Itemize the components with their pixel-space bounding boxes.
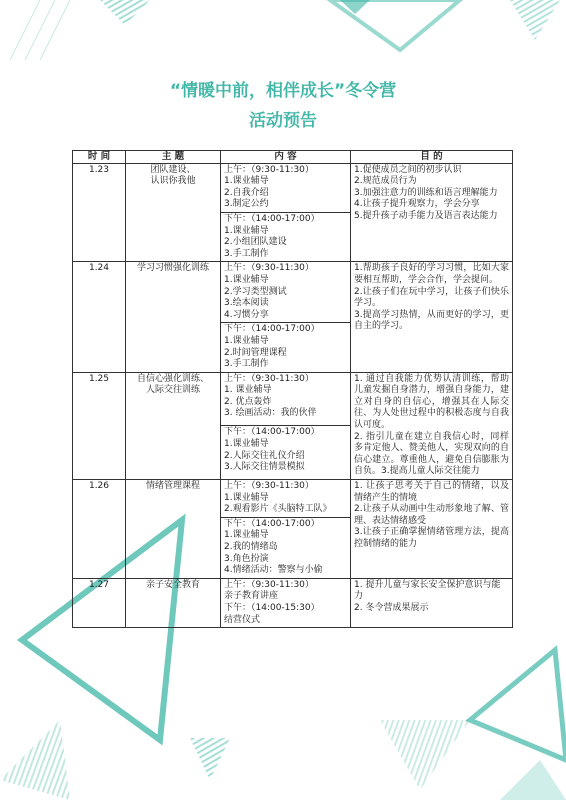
session-time: 上午：（9:30-11:30）	[224, 579, 314, 590]
goal-item: 2.让孩子从动画中生动形象地了解、管理、表达情绪感受	[354, 504, 509, 526]
goal-item: 2.规范成员行为	[354, 176, 417, 187]
session-item: 3. 绘画活动：我的伙伴	[224, 408, 317, 419]
session-item: 4.情绪活动：警察与小偷	[224, 565, 323, 576]
top-right-triangle	[340, 0, 370, 14]
row-theme: 情绪管理课程	[126, 480, 221, 579]
afternoon-session	[221, 323, 351, 372]
bottom-center-striped	[190, 738, 230, 780]
bottom-right-outline-triangle	[470, 650, 566, 760]
row-goal	[351, 578, 513, 627]
top-left-lines	[10, 0, 70, 60]
header-content: 内 容	[221, 151, 351, 164]
row-date: 1.26	[73, 480, 126, 579]
session-item: 3.绘本阅读	[224, 298, 269, 309]
session-item: 结营仪式	[224, 614, 261, 625]
schedule-table	[72, 150, 513, 628]
header-theme: 主 题	[126, 151, 221, 164]
session-item: 1.课业辅导	[224, 274, 269, 285]
table-row	[73, 480, 513, 518]
session-time: 下午：（14:00-17:00）	[224, 213, 320, 224]
session-item: 1.课业辅导	[224, 530, 269, 541]
session-time: 下午：（14:00-17:00）	[224, 518, 320, 529]
goal-item: 1. 通过自我能力优势认清训练，帮助儿童发掘自身潜力，增强自身能力，建立对自身的自信心，增强其在人际交往、为人处世过程中的积极态度与自我认可度。	[354, 373, 509, 431]
session-time: 上午：（9:30-11:30）	[224, 481, 314, 492]
goal-item: 1.帮助孩子良好的学习习惯，比如大家要相互帮助，学会合作，学会提问。	[354, 263, 509, 285]
session-time: 上午：（9:30-11:30）	[224, 164, 314, 175]
session-item: 3.制定公约	[224, 199, 269, 210]
table-row	[73, 578, 513, 627]
session-item: 2.学习类型测试	[224, 286, 287, 297]
morning-session	[221, 480, 351, 518]
session-time: 上午：（9:30-11:30）	[224, 263, 314, 274]
session-item: 4.习惯分享	[224, 309, 269, 320]
theme-line: 人际交往训练	[145, 385, 200, 396]
theme-line: 团队建设、	[150, 164, 196, 175]
goal-item: 1. 提升儿童与家长安全保护意识与能力	[354, 579, 501, 602]
row-theme: 亲子安全教育	[126, 578, 221, 627]
row-date: 1.27	[73, 578, 126, 627]
table-row	[73, 163, 513, 212]
session-item: 3.人际交往情景模拟	[224, 462, 305, 473]
row-goal	[351, 262, 513, 372]
page-subtitle: 活动预告	[249, 111, 317, 131]
row-theme	[126, 372, 221, 479]
row-date: 1.25	[73, 372, 126, 479]
session-item: 2.观看影片《头脑特工队》	[224, 504, 332, 515]
goal-item: 3.让孩子正确掌握情绪管理方法，提高控制情绪的能力	[354, 527, 509, 549]
goal-item: 3.提高学习热情，从而更好的学习，更自主的学习。	[354, 309, 509, 332]
session-item: 1.课业辅导	[224, 225, 269, 236]
table-header-row	[73, 151, 513, 164]
row-goal	[351, 372, 513, 479]
table-row	[73, 262, 513, 323]
bottom-left-striped	[0, 720, 70, 800]
session-item: 1.课业辅导	[224, 176, 269, 187]
afternoon-session	[221, 212, 351, 261]
session-item: 2.小组团队建设	[224, 237, 287, 248]
full-day-session	[221, 578, 351, 627]
row-goal	[351, 163, 513, 262]
row-date: 1.24	[73, 262, 126, 372]
session-item: 3.角色扮演	[224, 553, 269, 564]
morning-session	[221, 163, 351, 212]
top-striped-triangle	[100, 0, 150, 25]
top-outline-triangle	[330, 0, 460, 50]
session-time: 下午：（14:00-15:30）	[224, 602, 320, 613]
session-time: 下午：（14:00-17:00）	[224, 324, 320, 335]
goal-item: 3.加强注意力的训练和语言理解能力	[354, 187, 498, 198]
morning-session	[221, 262, 351, 323]
theme-line: 自信心强化训练、	[136, 373, 209, 384]
session-time: 上午：（9:30-11:30）	[224, 373, 314, 384]
row-goal	[351, 480, 513, 579]
top-right-striped	[510, 0, 560, 40]
bottom-right-solid	[500, 760, 566, 800]
row-date: 1.23	[73, 163, 126, 262]
session-item: 2.时间管理课程	[224, 347, 287, 358]
session-item: 1.课业辅导	[224, 492, 269, 503]
goal-item: 2. 冬令营成果展示	[354, 602, 429, 613]
session-item: 2.我的情绪岛	[224, 542, 278, 552]
goal-item: 5.提升孩子动手能力及语言表达能力	[354, 210, 498, 221]
goal-item: 1.促使成员之间的初步认识	[354, 164, 462, 175]
goal-item: 2. 指引儿童在建立自我信心时，同样多肯定他人、赞美他人，实现双向的自信心建立。尊重他人，避免自信膨胀为自负。3.提高儿童人际交往能力	[354, 431, 509, 477]
bottom-right-striped	[380, 720, 470, 790]
session-item: 亲子教育讲座	[224, 591, 279, 602]
session-item: 2.自我介绍	[224, 187, 269, 198]
afternoon-session	[221, 426, 351, 480]
page-title: “情暖中前，相伴成长”冬令营	[169, 81, 397, 101]
header-time: 时 间	[73, 151, 126, 164]
header-goal: 目 的	[351, 151, 513, 164]
session-item: 3.手工制作	[224, 248, 269, 259]
session-item: 1. 课业辅导	[224, 385, 272, 396]
row-theme: 学习习惯强化训练	[126, 262, 221, 372]
session-item: 1.课业辅导	[224, 335, 269, 346]
theme-line: 认识你我他	[150, 176, 196, 187]
row-theme	[126, 163, 221, 262]
goal-item: 2.让孩子们在玩中学习，让孩子们快乐学习。	[354, 286, 509, 309]
goal-item: 1. 让孩子思考关于自己的情绪，以及情绪产生的情境	[354, 481, 509, 503]
morning-session	[221, 372, 351, 426]
session-item: 2.人际交往礼仪介绍	[224, 450, 305, 461]
table-row	[73, 372, 513, 426]
session-item: 3.手工制作	[224, 359, 269, 370]
session-item: 1.课业辅导	[224, 438, 269, 449]
session-time: 下午：（14:00-17:00）	[224, 427, 320, 438]
session-item: 2. 优点轰炸	[224, 396, 272, 407]
afternoon-session	[221, 517, 351, 578]
goal-item: 4.让孩子提升观察力，学会分享	[354, 199, 480, 210]
